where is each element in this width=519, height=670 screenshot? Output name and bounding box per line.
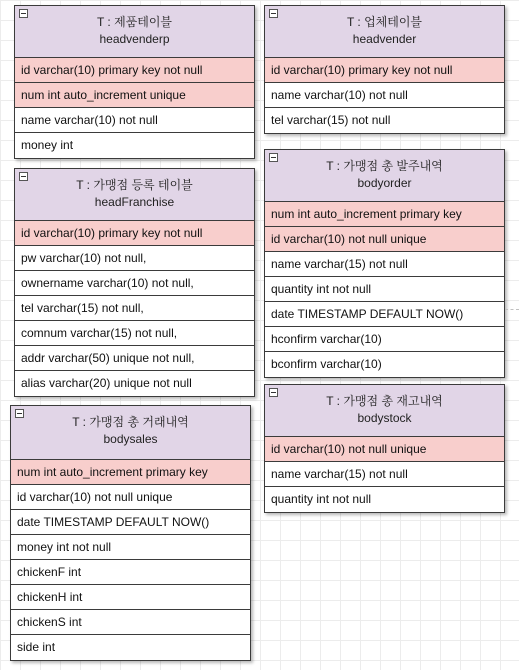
- table-row[interactable]: id varchar(10) not null unique: [265, 437, 504, 462]
- table-headvender[interactable]: [264, 5, 505, 134]
- table-headvenderp[interactable]: [14, 5, 255, 159]
- table-title: T : 업체테이블: [346, 15, 423, 29]
- table-headfranchise[interactable]: [14, 168, 255, 397]
- table-row[interactable]: money int not null: [11, 535, 250, 560]
- table-row[interactable]: id varchar(10) not null unique: [265, 227, 504, 252]
- table-bodyorder[interactable]: [264, 149, 505, 378]
- table-title: T : 제품테이블: [96, 15, 173, 29]
- collapse-icon[interactable]: [19, 172, 28, 181]
- table-row[interactable]: num int auto_increment primary key: [11, 460, 250, 485]
- table-title: T : 가맹점 등록 테이블: [76, 178, 193, 192]
- table-header[interactable]: [265, 385, 504, 437]
- table-title: T : 가맹점 총 재고내역: [326, 394, 443, 408]
- table-row[interactable]: name varchar(15) not null: [265, 462, 504, 487]
- table-name: headFranchise: [94, 195, 175, 209]
- dashed-connector: [505, 309, 519, 311]
- table-row[interactable]: tel varchar(15) not null: [271, 113, 391, 127]
- collapse-icon[interactable]: [269, 9, 278, 18]
- table-row[interactable]: id varchar(10) not null unique: [11, 485, 250, 510]
- table-row[interactable]: side int: [17, 640, 56, 654]
- table-row[interactable]: ownername varchar(10) not null,: [15, 271, 254, 296]
- table-name: headvender: [352, 32, 417, 46]
- table-row[interactable]: quantity int not null: [265, 277, 504, 302]
- table-row[interactable]: tel varchar(15) not null,: [15, 296, 254, 321]
- table-row[interactable]: quantity int not null: [271, 492, 372, 506]
- table-row[interactable]: chickenS int: [11, 610, 250, 635]
- table-row[interactable]: chickenH int: [11, 585, 250, 610]
- table-header[interactable]: [15, 169, 254, 221]
- table-row[interactable]: id varchar(10) primary key not null: [15, 58, 254, 83]
- table-row[interactable]: name varchar(15) not null: [265, 252, 504, 277]
- table-name: bodyorder: [357, 176, 412, 190]
- table-row[interactable]: chickenF int: [11, 560, 250, 585]
- collapse-icon[interactable]: [19, 9, 28, 18]
- table-row[interactable]: date TIMESTAMP DEFAULT NOW(): [265, 302, 504, 327]
- table-name: headvenderp: [99, 32, 170, 46]
- collapse-icon[interactable]: [269, 388, 278, 397]
- table-name: bodysales: [103, 432, 158, 446]
- table-row[interactable]: addr varchar(50) unique not null,: [15, 346, 254, 371]
- table-row[interactable]: id varchar(10) primary key not null: [265, 58, 504, 83]
- collapse-icon[interactable]: [269, 153, 278, 162]
- table-row[interactable]: name varchar(10) not null: [265, 83, 504, 108]
- collapse-icon[interactable]: [15, 409, 24, 418]
- table-row[interactable]: hconfirm varchar(10): [265, 327, 504, 352]
- table-title: T : 가맹점 총 발주내역: [326, 159, 443, 173]
- table-row[interactable]: alias varchar(20) unique not null: [21, 376, 192, 390]
- table-row[interactable]: num int auto_increment unique: [15, 83, 254, 108]
- table-header[interactable]: [11, 406, 250, 460]
- table-row[interactable]: num int auto_increment primary key: [265, 202, 504, 227]
- table-header[interactable]: [265, 6, 504, 58]
- table-name: bodystock: [357, 411, 412, 425]
- table-bodysales[interactable]: [10, 405, 251, 661]
- table-header[interactable]: [265, 150, 504, 202]
- table-row[interactable]: bconfirm varchar(10): [271, 357, 382, 371]
- table-row[interactable]: date TIMESTAMP DEFAULT NOW(): [11, 510, 250, 535]
- table-bodystock[interactable]: [264, 384, 505, 513]
- table-row[interactable]: comnum varchar(15) not null,: [15, 321, 254, 346]
- table-row[interactable]: id varchar(10) primary key not null: [15, 221, 254, 246]
- table-row[interactable]: money int: [21, 138, 74, 152]
- table-row[interactable]: name varchar(10) not null: [15, 108, 254, 133]
- table-header[interactable]: [15, 6, 254, 58]
- table-title: T : 가맹점 총 거래내역: [72, 415, 189, 429]
- table-row[interactable]: pw varchar(10) not null,: [15, 246, 254, 271]
